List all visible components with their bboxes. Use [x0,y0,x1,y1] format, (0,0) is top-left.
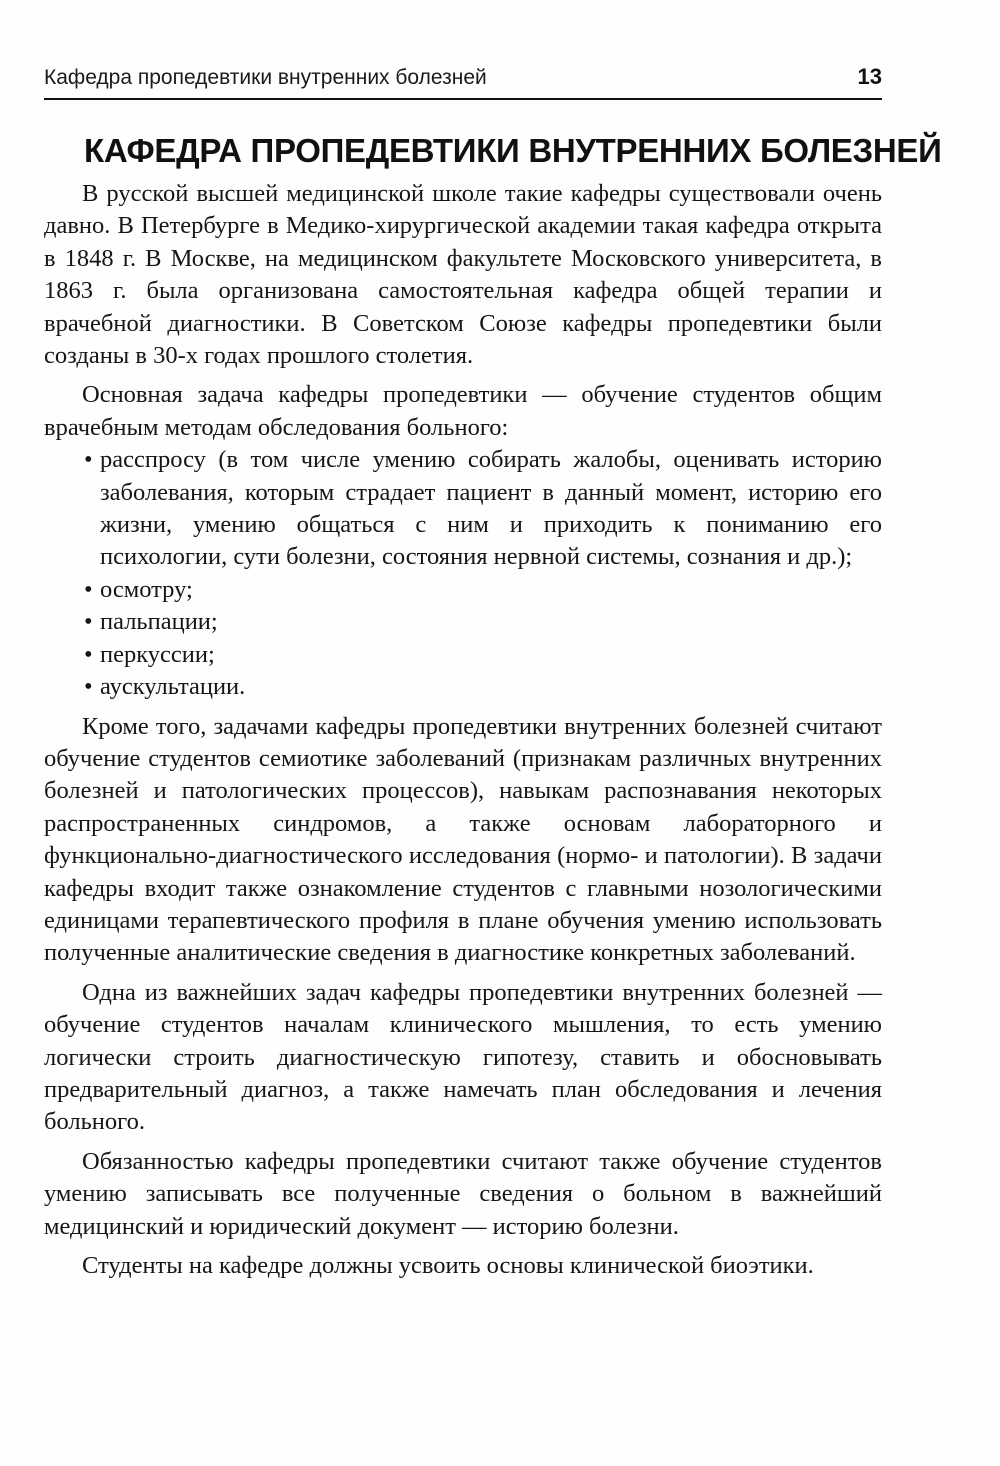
list-item-text: перкуссии; [100,640,215,668]
list-item-text: расспросу (в том числе умению собирать жалобы, оценивать историю заболевания, которым страдает пациент в данный момент, историю его жизни, умению общаться с ним и приходить к пониманию его психологии, сути болезни, состояния нервной системы, сознания и др.); [100,446,882,571]
paragraph-main-task: Основная задача кафедры пропедевтики — обучение студентов общим врачебным методам обследования больного: [44,381,882,441]
list-item-text: пальпации; [100,608,218,636]
list-item-text: осмотру; [100,575,193,603]
chapter-title: КАФЕДРА ПРОПЕДЕВТИКИ ВНУТРЕННИХ БОЛЕЗНЕЙ [84,132,942,170]
page-number: 13 [857,64,882,89]
list-item [44,444,882,574]
paragraph-clinical-thinking: Одна из важнейших задач кафедры пропедевтики внутренних болезней — обучение студентов началам клинического мышления, то есть умению логически строить диагностическую гипотезу, ставить и обосновывать предварительный диагноз, а также намечать план обследования и лечения больного. [44,978,882,1136]
paragraph-history: В русской высшей медицинской школе такие кафедры существовали очень давно. В Петербурге в Медико-хирургической академии такая кафедра открыта в 1848 г. В Москве, на медицинском факультете Московского университета, в 1863 г. была организована самостоятельная кафедра общей терапии и врачебной диагностики. В Советском Союзе кафедры пропедевтики были созданы в 30-х годах прошлого столетия. [44,180,882,370]
list-item [44,574,882,606]
bullet-icon: • [84,640,93,668]
bullet-icon: • [84,575,93,603]
bullet-icon: • [84,608,93,636]
bullet-icon: • [84,446,93,474]
bullet-icon: • [84,673,93,701]
body-text [44,178,882,1282]
paragraph-case-history: Обязанностью кафедры пропедевтики считают также обучение студентов умению записывать все полученные сведения о больном в важнейший медицинский и юридический документ — историю болезни. [44,1147,882,1240]
methods-list [44,444,882,703]
list-item [44,606,882,638]
running-head [44,62,882,100]
list-item-text: аускультации. [100,673,246,701]
list-item [44,671,882,703]
running-head-title: Кафедра пропедевтики внутренних болезней [44,66,487,89]
list-item [44,639,882,671]
paragraph-bioethics: Студенты на кафедре должны усвоить основы клинической биоэтики. [82,1252,814,1279]
paragraph-additional-tasks: Кроме того, задачами кафедры пропедевтики внутренних болезней считают обучение студентов семиотике заболеваний (признакам различных внутренних болезней и патологических процессов), навыкам распознавания некоторых распространенных синдромов, а также основам лабораторного и функционально-диагностического исследования (нормо- и патологии). В задачи кафедры входит также ознакомление студентов с главными нозологическими единицами терапевтического профиля в плане обучения умению использовать полученные аналитические сведения в диагностике конкретных заболеваний. [44,712,882,967]
